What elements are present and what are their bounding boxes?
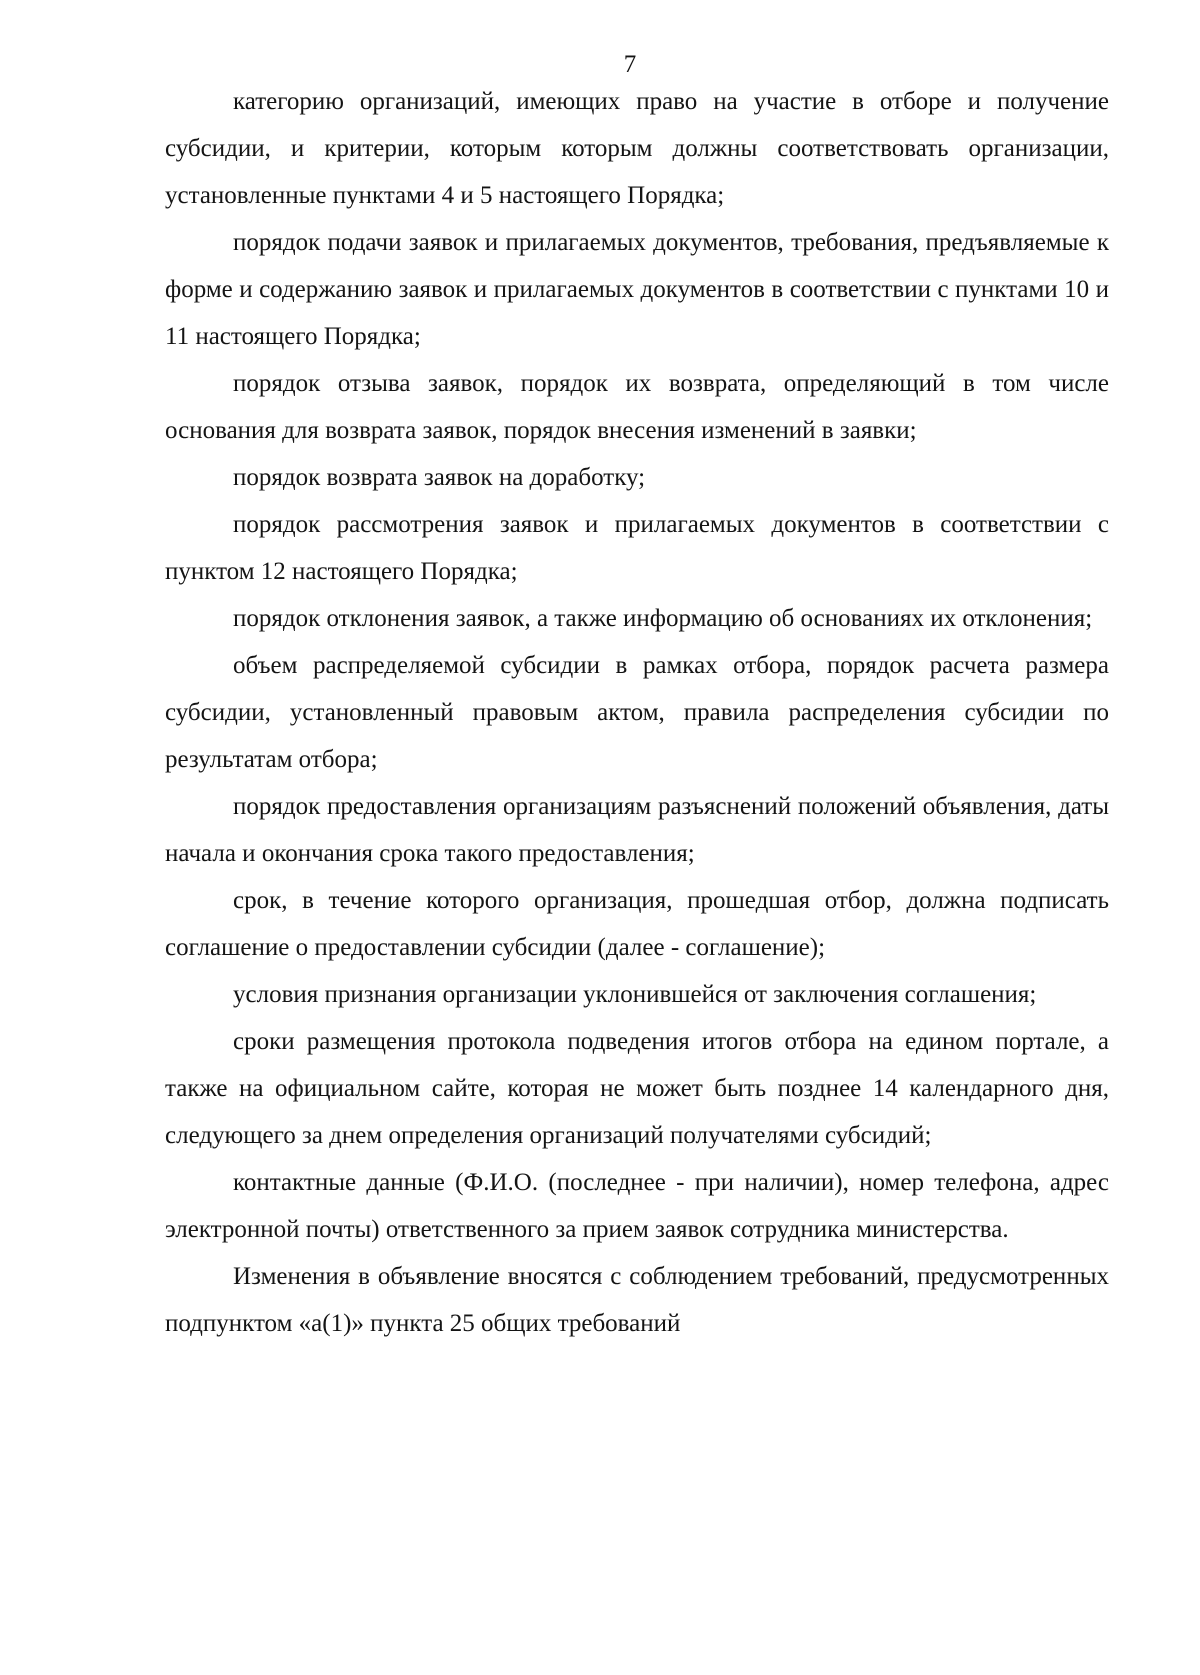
page-number: 7 bbox=[623, 51, 637, 78]
paragraph-organization-category: категорию организаций, имеющих право на участие в отборе и получение субсидии, и критерии, которым которым должны соответствовать организации, установленные пунктами 4 и 5 настоящего Порядка; bbox=[165, 88, 1109, 209]
paragraph-application-withdrawal: порядок отзыва заявок, порядок их возврата, определяющий в том числе основания для возврата заявок, порядок внесения изменений в заявки; bbox=[165, 370, 1109, 444]
paragraph-return-for-revision: порядок возврата заявок на доработку; bbox=[233, 464, 646, 491]
paragraph-protocol-publication: сроки размещения протокола подведения итогов отбора на едином портале, а также на официальном сайте, которая не может быть позднее 14 календарного дня, следующего за днем определения организаций получателями субсидий; bbox=[165, 1028, 1109, 1149]
paragraph-announcement-changes: Изменения в объявление вносятся с соблюдением требований, предусмотренных подпунктом «а(1)» пункта 25 общих требований bbox=[165, 1263, 1109, 1337]
document-body bbox=[165, 78, 1109, 1347]
paragraph-subsidy-volume: объем распределяемой субсидии в рамках отбора, порядок расчета размера субсидии, установленный правовым актом, правила распределения субсидии по результатам отбора; bbox=[165, 652, 1109, 773]
paragraph-application-submission: порядок подачи заявок и прилагаемых документов, требования, предъявляемые к форме и содержанию заявок и прилагаемых документов в соответствии с пунктами 10 и 11 настоящего Порядка; bbox=[165, 229, 1109, 350]
paragraph-application-review: порядок рассмотрения заявок и прилагаемых документов в соответствии с пунктом 12 настоящего Порядка; bbox=[165, 511, 1109, 585]
paragraph-contact-details: контактные данные (Ф.И.О. (последнее - при наличии), номер телефона, адрес электронной почты) ответственного за прием заявок сотрудника министерства. bbox=[165, 1169, 1109, 1243]
paragraph-clarifications: порядок предоставления организациям разъяснений положений объявления, даты начала и окончания срока такого предоставления; bbox=[165, 793, 1109, 867]
paragraph-application-rejection: порядок отклонения заявок, а также информацию об основаниях их отклонения; bbox=[233, 605, 1093, 632]
paragraph-agreement-deadline: срок, в течение которого организация, прошедшая отбор, должна подписать соглашение о предоставлении субсидии (далее - соглашение); bbox=[165, 887, 1109, 961]
paragraph-evasion-conditions: условия признания организации уклонившейся от заключения соглашения; bbox=[233, 981, 1037, 1008]
